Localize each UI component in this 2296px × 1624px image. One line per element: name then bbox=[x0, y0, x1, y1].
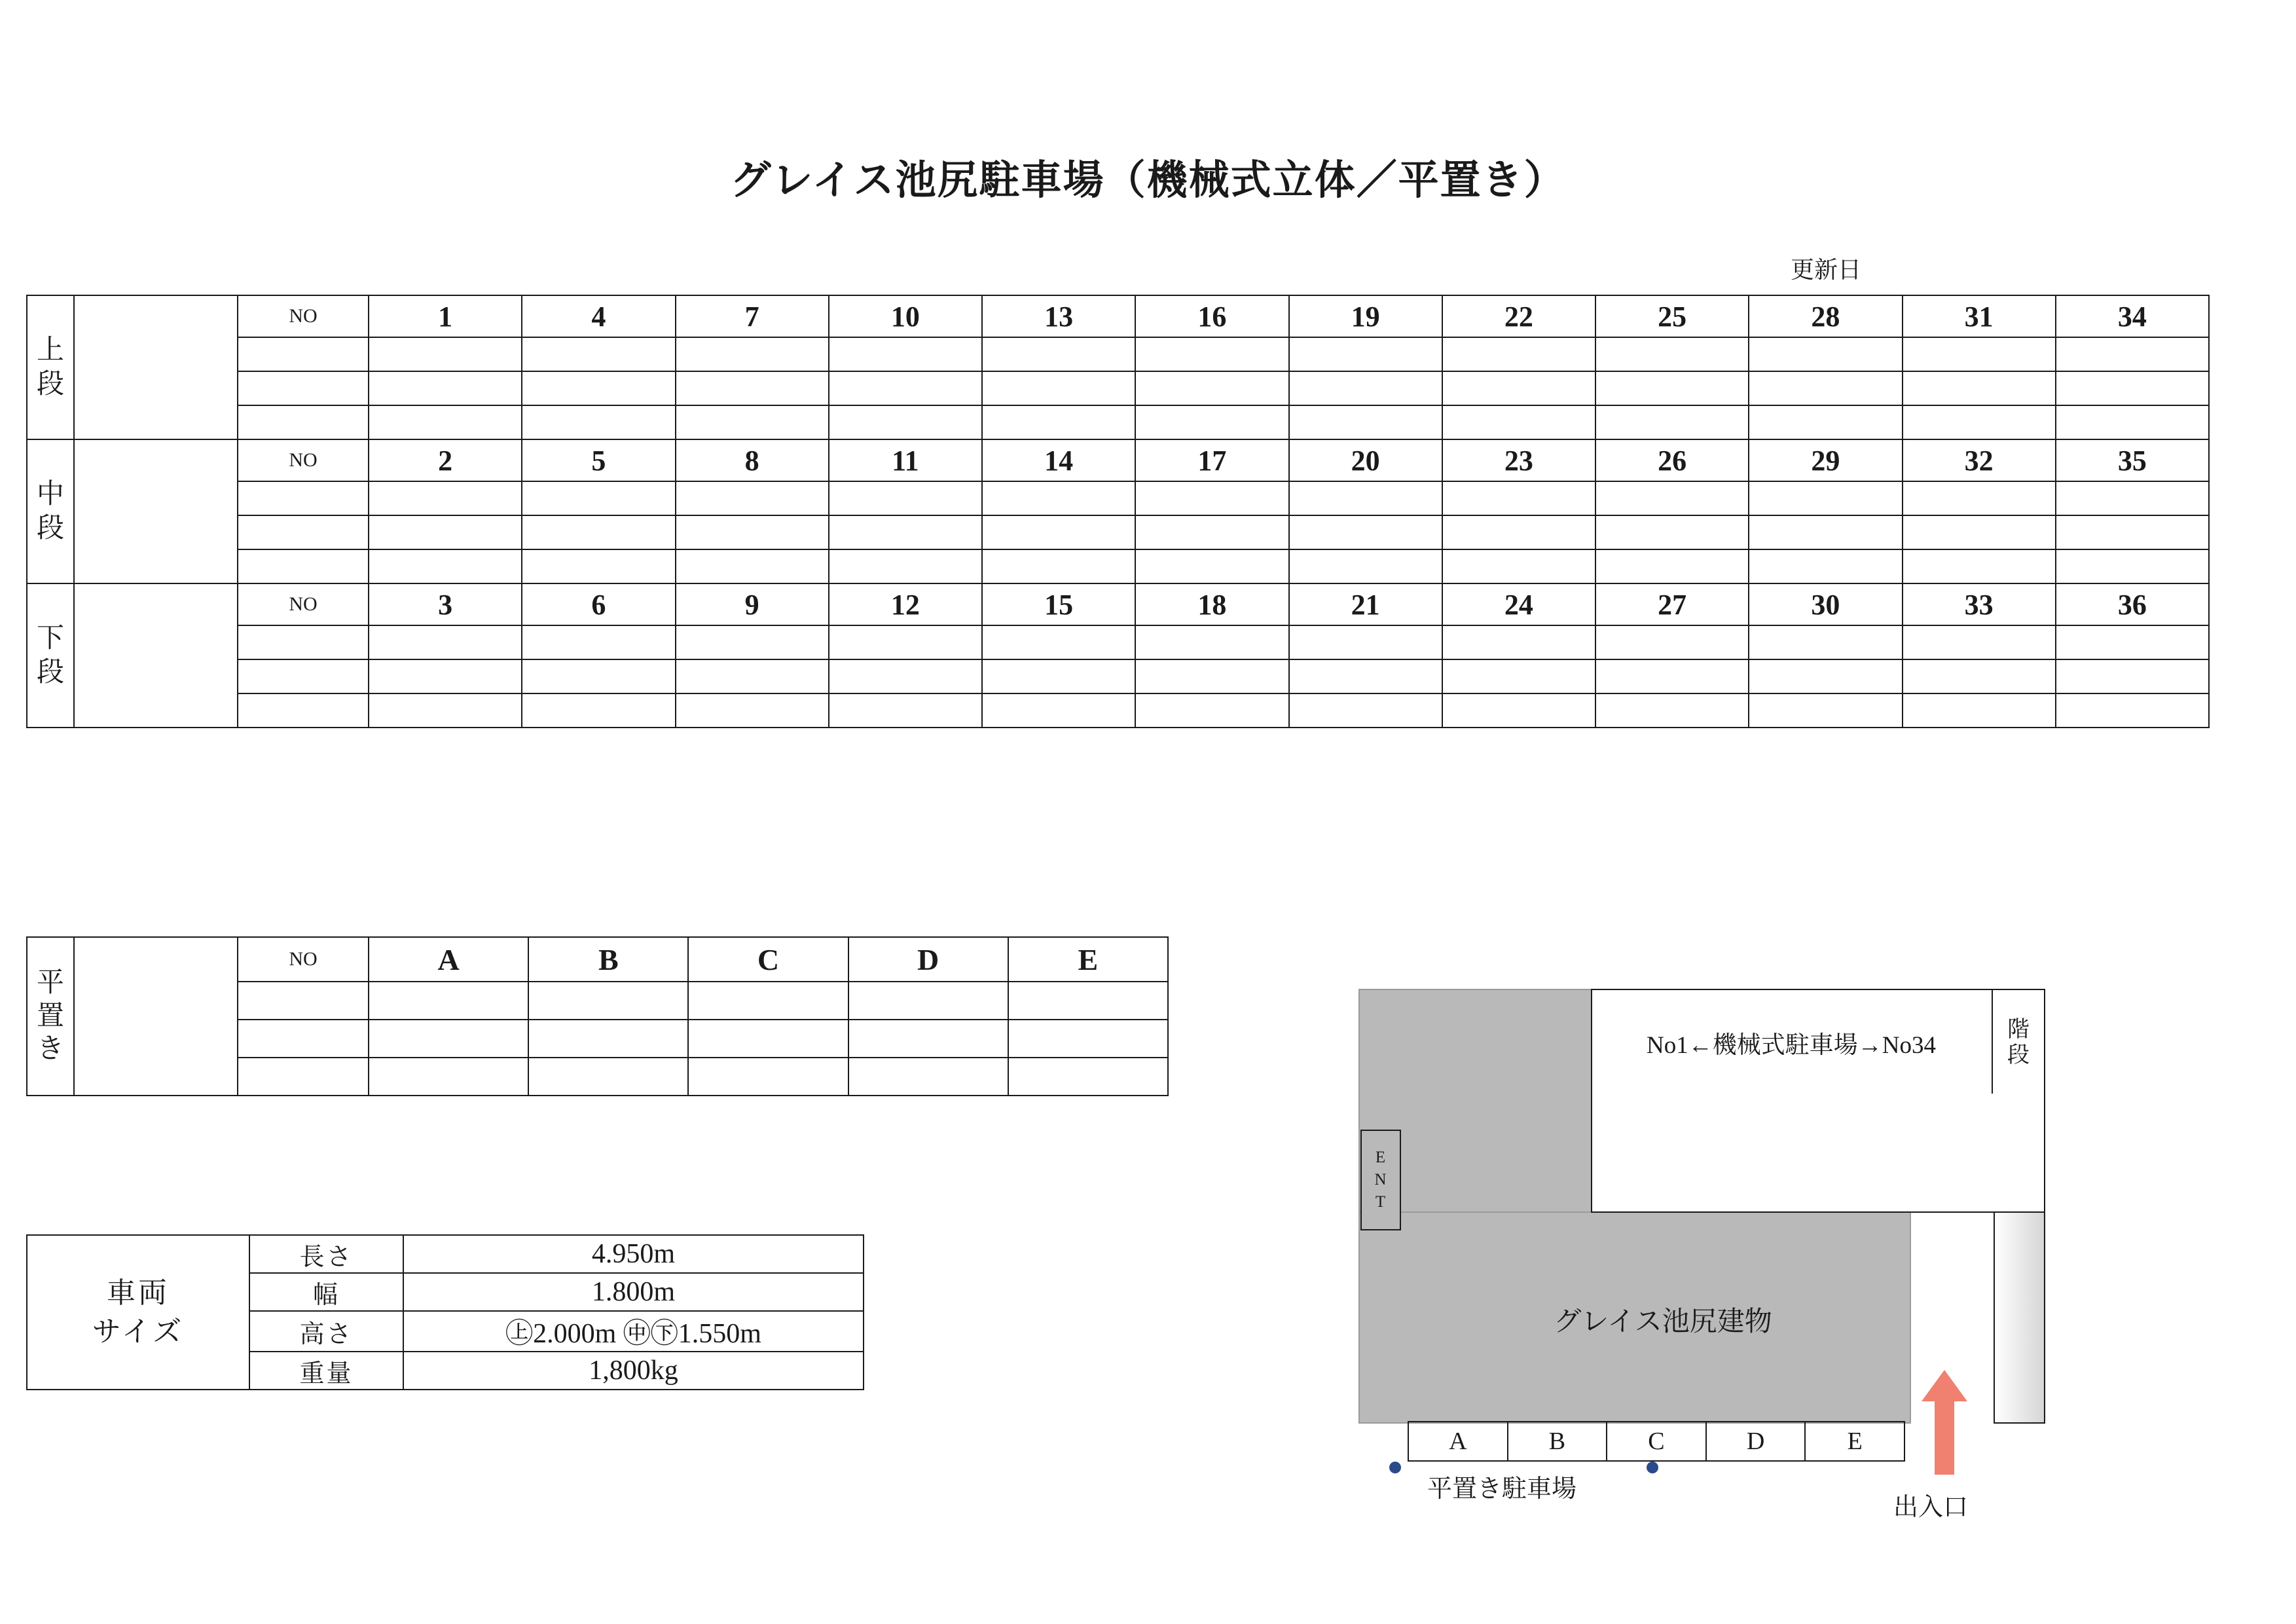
flat-notes-cell[interactable] bbox=[74, 937, 238, 1096]
slot-cell[interactable] bbox=[522, 515, 675, 549]
no-header-lower: NO bbox=[238, 583, 369, 625]
entry-exit-label: 出入口 bbox=[1893, 1494, 1969, 1521]
slot-header: 19 bbox=[1289, 295, 1442, 337]
slot-header: 5 bbox=[522, 439, 675, 481]
slot-header: 9 bbox=[676, 583, 829, 625]
slot-cell[interactable] bbox=[1289, 659, 1442, 693]
slot-cell[interactable] bbox=[522, 549, 675, 583]
slot-cell[interactable] bbox=[1595, 625, 1749, 659]
slot-header: 3 bbox=[369, 583, 522, 625]
slot-cell[interactable] bbox=[982, 481, 1135, 515]
row-label-cell[interactable] bbox=[238, 693, 369, 728]
map-flat-slot-a[interactable]: A bbox=[1408, 1422, 1508, 1461]
slot-cell[interactable] bbox=[1749, 515, 1902, 549]
notes-cell-middle[interactable] bbox=[74, 439, 238, 583]
slot-cell[interactable] bbox=[1135, 693, 1288, 728]
slot-header: 10 bbox=[829, 295, 982, 337]
slot-header: 22 bbox=[1442, 295, 1595, 337]
mechanical-parking-table bbox=[26, 295, 2210, 728]
vehicle-height-label: 高さ bbox=[249, 1311, 403, 1352]
vehicle-weight-value: 1,800kg bbox=[403, 1352, 864, 1390]
no-header-middle: NO bbox=[238, 439, 369, 481]
map-flat-slot-b[interactable]: B bbox=[1508, 1422, 1607, 1461]
slot-cell[interactable] bbox=[1749, 693, 1902, 728]
tier-label-middle-char1: 中 bbox=[36, 479, 64, 509]
marker-dot-right bbox=[1647, 1462, 1658, 1473]
slot-cell[interactable] bbox=[1442, 337, 1595, 371]
slot-cell[interactable] bbox=[1903, 481, 2056, 515]
flat-parking-table bbox=[26, 936, 1169, 1096]
flat-slot-cell[interactable] bbox=[1008, 982, 1168, 1020]
flat-section-label-char3: き bbox=[36, 1034, 64, 1065]
slot-cell[interactable] bbox=[2056, 481, 2209, 515]
vehicle-size-caption bbox=[27, 1235, 249, 1390]
slot-header: 18 bbox=[1135, 583, 1288, 625]
slot-cell[interactable] bbox=[1442, 515, 1595, 549]
table-row bbox=[27, 549, 2209, 583]
marker-dot-left bbox=[1389, 1462, 1401, 1473]
slot-cell[interactable] bbox=[522, 405, 675, 439]
tier-label-middle bbox=[27, 439, 74, 583]
slot-cell[interactable] bbox=[1442, 659, 1595, 693]
table-row bbox=[27, 1235, 864, 1273]
page-title: グレイス池尻駐車場（機械式立体／平置き） bbox=[730, 158, 1566, 203]
slot-cell[interactable] bbox=[676, 481, 829, 515]
slot-header: 20 bbox=[1289, 439, 1442, 481]
row-label-cell[interactable] bbox=[238, 337, 369, 371]
slot-cell[interactable] bbox=[676, 693, 829, 728]
slot-cell[interactable] bbox=[369, 405, 522, 439]
slot-header: 34 bbox=[2056, 295, 2209, 337]
map-flat-slot-c[interactable]: C bbox=[1607, 1422, 1706, 1461]
table-row bbox=[27, 583, 2209, 625]
flat-slot-cell[interactable] bbox=[1008, 1058, 1168, 1096]
slot-cell[interactable] bbox=[1595, 659, 1749, 693]
slot-header: 30 bbox=[1749, 583, 1902, 625]
slot-cell[interactable] bbox=[1595, 693, 1749, 728]
vehicle-length-value: 4.950m bbox=[403, 1235, 864, 1273]
entrance-label-char1: E bbox=[1375, 1149, 1387, 1167]
slot-cell[interactable] bbox=[982, 659, 1135, 693]
slot-cell[interactable] bbox=[369, 659, 522, 693]
slot-cell[interactable] bbox=[1749, 549, 1902, 583]
tier-label-lower-char2: 段 bbox=[36, 657, 64, 688]
flat-slot-cell[interactable] bbox=[528, 982, 688, 1020]
slot-cell[interactable] bbox=[1595, 481, 1749, 515]
flat-slot-cell[interactable] bbox=[528, 1020, 688, 1058]
flat-slot-cell[interactable] bbox=[848, 1058, 1008, 1096]
slot-cell[interactable] bbox=[982, 549, 1135, 583]
slot-cell[interactable] bbox=[829, 481, 982, 515]
slot-cell[interactable] bbox=[369, 625, 522, 659]
slot-cell[interactable] bbox=[1289, 371, 1442, 405]
slot-cell[interactable] bbox=[1442, 405, 1595, 439]
slot-header: 13 bbox=[982, 295, 1135, 337]
slot-cell[interactable] bbox=[522, 625, 675, 659]
tier-label-lower bbox=[27, 583, 74, 728]
flat-slot-header: A bbox=[369, 937, 528, 982]
slot-cell[interactable] bbox=[1903, 625, 2056, 659]
slot-header: 27 bbox=[1595, 583, 1749, 625]
slot-cell[interactable] bbox=[2056, 659, 2209, 693]
flat-section-label-char2: 置 bbox=[36, 1001, 64, 1031]
slot-cell[interactable] bbox=[982, 371, 1135, 405]
slot-cell[interactable] bbox=[676, 515, 829, 549]
slot-cell[interactable] bbox=[1903, 371, 2056, 405]
slot-header: 6 bbox=[522, 583, 675, 625]
flat-section-label-char1: 平 bbox=[36, 968, 64, 999]
row-label-cell[interactable] bbox=[238, 371, 369, 405]
slot-cell[interactable] bbox=[982, 625, 1135, 659]
flat-slot-cell[interactable] bbox=[369, 1020, 528, 1058]
tier-label-lower-char1: 下 bbox=[36, 623, 64, 654]
slot-header: 14 bbox=[982, 439, 1135, 481]
tier-label-upper-char2: 段 bbox=[36, 369, 64, 399]
slot-cell[interactable] bbox=[522, 481, 675, 515]
table-row bbox=[27, 693, 2209, 728]
slot-header: 21 bbox=[1289, 583, 1442, 625]
drive-lane bbox=[1591, 1094, 2045, 1213]
slot-cell[interactable] bbox=[982, 337, 1135, 371]
building-name-label: グレイス池尻建物 bbox=[1554, 1307, 1772, 1337]
slot-cell[interactable] bbox=[1749, 405, 1902, 439]
flat-slot-header: D bbox=[848, 937, 1008, 982]
slot-cell[interactable] bbox=[829, 693, 982, 728]
slot-cell[interactable] bbox=[1595, 337, 1749, 371]
flat-slot-header: B bbox=[528, 937, 688, 982]
slot-cell[interactable] bbox=[522, 693, 675, 728]
slot-cell[interactable] bbox=[1135, 659, 1288, 693]
tier-label-upper-char1: 上 bbox=[36, 335, 64, 365]
slot-cell[interactable] bbox=[676, 337, 829, 371]
flat-slot-cell[interactable] bbox=[848, 982, 1008, 1020]
slot-cell[interactable] bbox=[982, 693, 1135, 728]
slot-cell[interactable] bbox=[2056, 371, 2209, 405]
tier-label-middle-char2: 段 bbox=[36, 513, 64, 544]
tier-label-upper bbox=[27, 295, 74, 439]
notes-cell-upper[interactable] bbox=[74, 295, 238, 439]
flat-parking-map-caption: 平置き駐車場 bbox=[1427, 1475, 1577, 1503]
slot-cell[interactable] bbox=[1749, 659, 1902, 693]
map-flat-slot-e[interactable]: E bbox=[1805, 1422, 1904, 1461]
slot-cell[interactable] bbox=[1442, 625, 1595, 659]
slot-cell[interactable] bbox=[676, 549, 829, 583]
mechanical-zone-label: No1←機械式駐車場→No34 bbox=[1647, 1032, 1936, 1059]
slot-cell[interactable] bbox=[1442, 371, 1595, 405]
stairs-block bbox=[1992, 990, 2044, 1095]
slot-cell[interactable] bbox=[982, 515, 1135, 549]
slot-cell[interactable] bbox=[1135, 549, 1288, 583]
table-row bbox=[1408, 1422, 1904, 1461]
flat-slot-cell[interactable] bbox=[688, 1058, 848, 1096]
slot-cell[interactable] bbox=[1135, 405, 1288, 439]
slot-cell[interactable] bbox=[1903, 693, 2056, 728]
slot-header: 29 bbox=[1749, 439, 1902, 481]
vehicle-size-caption-line1: 車両 bbox=[107, 1276, 170, 1309]
row-label-cell[interactable] bbox=[238, 982, 369, 1020]
table-row bbox=[27, 937, 1168, 982]
slot-cell[interactable] bbox=[1289, 693, 1442, 728]
slot-cell[interactable] bbox=[1749, 371, 1902, 405]
vehicle-width-value: 1.800m bbox=[403, 1273, 864, 1311]
slot-cell[interactable] bbox=[1289, 405, 1442, 439]
flat-slot-header: E bbox=[1008, 937, 1168, 982]
slot-header: 11 bbox=[829, 439, 982, 481]
vehicle-weight-label: 重量 bbox=[249, 1352, 403, 1390]
slot-cell[interactable] bbox=[1749, 481, 1902, 515]
flat-slot-cell[interactable] bbox=[688, 1020, 848, 1058]
right-side-strip bbox=[1994, 1211, 2045, 1424]
slot-header: 1 bbox=[369, 295, 522, 337]
slot-cell[interactable] bbox=[2056, 405, 2209, 439]
slot-cell[interactable] bbox=[1289, 625, 1442, 659]
slot-cell[interactable] bbox=[2056, 549, 2209, 583]
mechanical-parking-zone bbox=[1591, 989, 2045, 1096]
table-row bbox=[27, 405, 2209, 439]
slot-cell[interactable] bbox=[1903, 549, 2056, 583]
vehicle-length-label: 長さ bbox=[249, 1235, 403, 1273]
slot-cell[interactable] bbox=[829, 625, 982, 659]
row-label-cell[interactable] bbox=[238, 515, 369, 549]
slot-cell[interactable] bbox=[369, 371, 522, 405]
slot-cell[interactable] bbox=[829, 405, 982, 439]
slot-cell[interactable] bbox=[829, 337, 982, 371]
update-date-label: 更新日 bbox=[1791, 257, 1862, 283]
slot-cell[interactable] bbox=[1595, 405, 1749, 439]
flat-slot-header: C bbox=[688, 937, 848, 982]
stairs-label-char2: 段 bbox=[2007, 1043, 2030, 1067]
slot-cell[interactable] bbox=[2056, 693, 2209, 728]
slot-cell[interactable] bbox=[522, 371, 675, 405]
entrance-label-char3: T bbox=[1375, 1192, 1387, 1211]
vehicle-size-table bbox=[26, 1234, 864, 1390]
flat-slot-cell[interactable] bbox=[369, 982, 528, 1020]
slot-cell[interactable] bbox=[369, 693, 522, 728]
table-row bbox=[27, 625, 2209, 659]
table-row bbox=[27, 659, 2209, 693]
vehicle-width-label: 幅 bbox=[249, 1273, 403, 1311]
slot-header: 2 bbox=[369, 439, 522, 481]
entrance-marker bbox=[1360, 1130, 1401, 1230]
slot-header: 7 bbox=[676, 295, 829, 337]
slot-cell[interactable] bbox=[522, 337, 675, 371]
notes-cell-lower[interactable] bbox=[74, 583, 238, 728]
slot-cell[interactable] bbox=[1289, 515, 1442, 549]
no-header-upper: NO bbox=[238, 295, 369, 337]
flat-no-header: NO bbox=[238, 937, 369, 982]
flat-slot-cell[interactable] bbox=[848, 1020, 1008, 1058]
row-label-cell[interactable] bbox=[238, 1058, 369, 1096]
row-label-cell[interactable] bbox=[238, 1020, 369, 1058]
row-label-cell[interactable] bbox=[238, 405, 369, 439]
slot-cell[interactable] bbox=[829, 515, 982, 549]
slot-cell[interactable] bbox=[982, 405, 1135, 439]
slot-header: 16 bbox=[1135, 295, 1288, 337]
slot-header: 4 bbox=[522, 295, 675, 337]
slot-cell[interactable] bbox=[676, 371, 829, 405]
table-row bbox=[27, 337, 2209, 371]
vehicle-height-value: ㊤2.000m ㊥㊦1.550m bbox=[403, 1311, 864, 1352]
flat-slot-cell[interactable] bbox=[369, 1058, 528, 1096]
slot-header: 33 bbox=[1903, 583, 2056, 625]
slot-cell[interactable] bbox=[1903, 337, 2056, 371]
slot-cell[interactable] bbox=[1135, 515, 1288, 549]
flat-section-label bbox=[27, 937, 74, 1096]
slot-header: 12 bbox=[829, 583, 982, 625]
table-row bbox=[27, 439, 2209, 481]
slot-cell[interactable] bbox=[1903, 405, 2056, 439]
site-map bbox=[1329, 969, 2102, 1521]
table-row bbox=[27, 371, 2209, 405]
table-row bbox=[27, 481, 2209, 515]
slot-cell[interactable] bbox=[1595, 371, 1749, 405]
vehicle-size-caption-line2: サイズ bbox=[92, 1316, 185, 1348]
slot-header: 24 bbox=[1442, 583, 1595, 625]
slot-cell[interactable] bbox=[1749, 337, 1902, 371]
row-label-cell[interactable] bbox=[238, 481, 369, 515]
slot-cell[interactable] bbox=[1749, 625, 1902, 659]
slot-cell[interactable] bbox=[1135, 371, 1288, 405]
slot-header: 17 bbox=[1135, 439, 1288, 481]
slot-cell[interactable] bbox=[369, 549, 522, 583]
slot-cell[interactable] bbox=[1595, 549, 1749, 583]
table-row bbox=[27, 515, 2209, 549]
flat-slot-cell[interactable] bbox=[688, 982, 848, 1020]
slot-cell[interactable] bbox=[829, 371, 982, 405]
stairs-label-char1: 階 bbox=[2007, 1017, 2030, 1042]
slot-cell[interactable] bbox=[1442, 693, 1595, 728]
slot-cell[interactable] bbox=[1289, 337, 1442, 371]
slot-cell[interactable] bbox=[1289, 549, 1442, 583]
slot-cell[interactable] bbox=[2056, 515, 2209, 549]
slot-cell[interactable] bbox=[1595, 515, 1749, 549]
slot-cell[interactable] bbox=[369, 481, 522, 515]
slot-header: 8 bbox=[676, 439, 829, 481]
slot-cell[interactable] bbox=[2056, 337, 2209, 371]
row-label-cell[interactable] bbox=[238, 625, 369, 659]
row-label-cell[interactable] bbox=[238, 659, 369, 693]
slot-cell[interactable] bbox=[369, 337, 522, 371]
slot-header: 31 bbox=[1903, 295, 2056, 337]
slot-header: 28 bbox=[1749, 295, 1902, 337]
slot-cell[interactable] bbox=[829, 659, 982, 693]
slot-cell[interactable] bbox=[676, 659, 829, 693]
entry-exit-arrow-icon bbox=[1922, 1370, 1967, 1475]
slot-cell[interactable] bbox=[522, 659, 675, 693]
slot-header: 32 bbox=[1903, 439, 2056, 481]
slot-cell[interactable] bbox=[1135, 337, 1288, 371]
flat-slot-cell[interactable] bbox=[1008, 1020, 1168, 1058]
table-row bbox=[27, 295, 2209, 337]
slot-cell[interactable] bbox=[1135, 481, 1288, 515]
row-label-cell[interactable] bbox=[238, 549, 369, 583]
slot-cell[interactable] bbox=[369, 515, 522, 549]
slot-cell[interactable] bbox=[829, 549, 982, 583]
slot-header: 15 bbox=[982, 583, 1135, 625]
flat-slot-cell[interactable] bbox=[528, 1058, 688, 1096]
slot-cell[interactable] bbox=[1135, 625, 1288, 659]
slot-cell[interactable] bbox=[2056, 625, 2209, 659]
slot-header: 26 bbox=[1595, 439, 1749, 481]
slot-cell[interactable] bbox=[676, 625, 829, 659]
slot-header: 25 bbox=[1595, 295, 1749, 337]
slot-cell[interactable] bbox=[676, 405, 829, 439]
slot-cell[interactable] bbox=[1903, 659, 2056, 693]
slot-header: 23 bbox=[1442, 439, 1595, 481]
slot-cell[interactable] bbox=[1442, 481, 1595, 515]
slot-header: 35 bbox=[2056, 439, 2209, 481]
slot-header: 36 bbox=[2056, 583, 2209, 625]
slot-cell[interactable] bbox=[1289, 481, 1442, 515]
slot-cell[interactable] bbox=[1442, 549, 1595, 583]
flat-parking-row-map bbox=[1408, 1421, 1905, 1462]
slot-cell[interactable] bbox=[1903, 515, 2056, 549]
map-flat-slot-d[interactable]: D bbox=[1706, 1422, 1806, 1461]
entrance-label-char2: N bbox=[1374, 1171, 1387, 1189]
